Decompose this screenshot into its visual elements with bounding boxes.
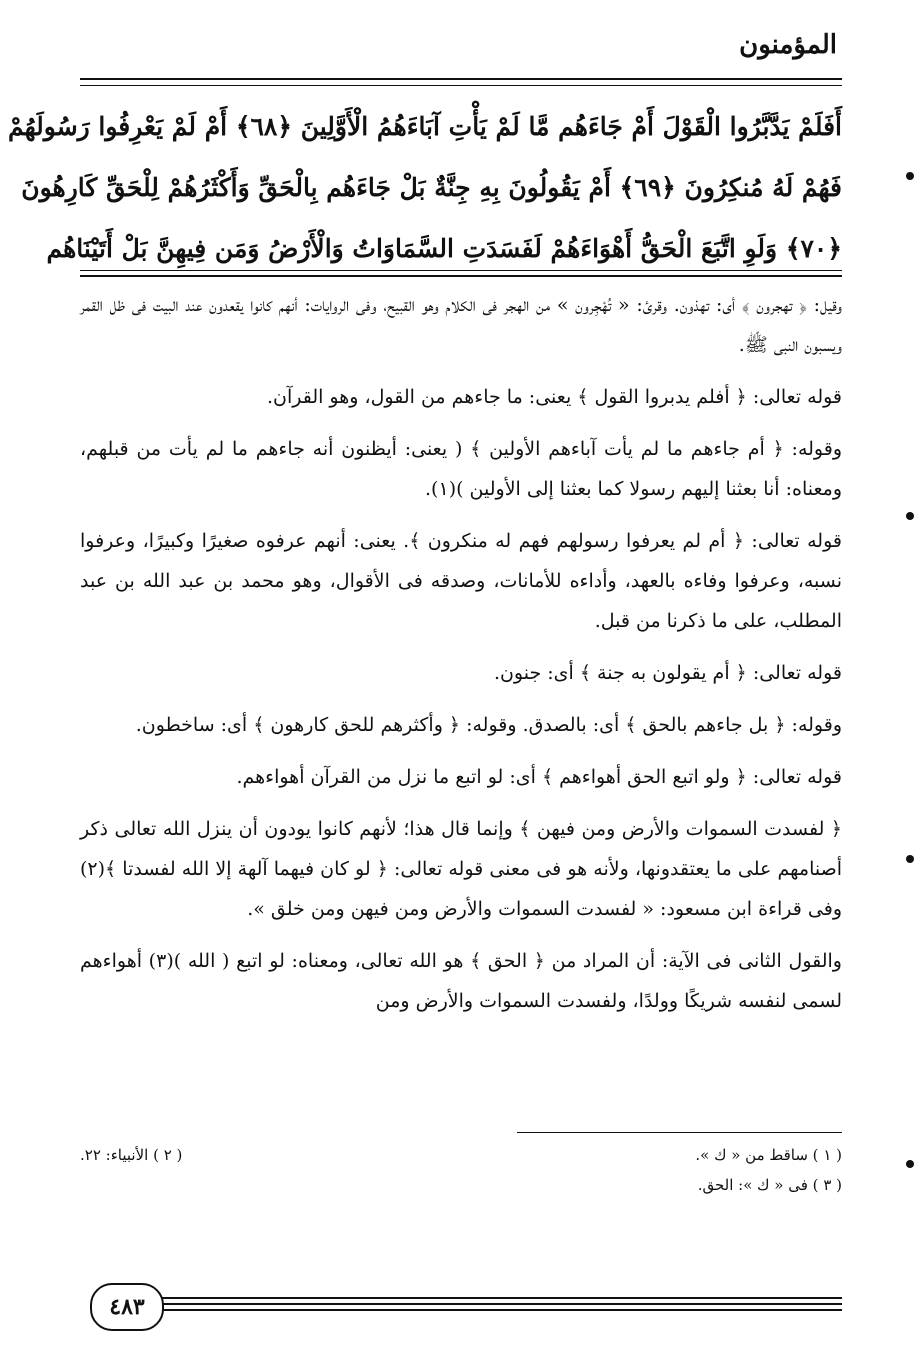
paragraph: وقوله: ﴿ بل جاءهم بالحق ﴾ أى: بالصدق. وقوله: ﴿ وأكثرهم للحق كارهون ﴾ أى: ساخطون. — [135, 714, 842, 736]
paragraph: وقيل: ﴿ تهجرون ﴾ أى: تهذون. وقرئ: « تُهْجِرون » من الهجر فى الكلام وهو القبيح، وفى الروايات: أنهم كانوا يقعدون عند البيت فى ظل القمر ويسبون النبى ﷺ. — [80, 294, 842, 356]
surah-title: المؤمنون — [739, 30, 837, 60]
page-number-badge — [90, 1283, 164, 1331]
footnote-separator — [517, 1132, 842, 1133]
footer-rule-3 — [160, 1309, 842, 1311]
margin-dot — [906, 1160, 914, 1168]
footnote-1: ( ١ ) ساقط من « ك ». — [695, 1146, 842, 1164]
paragraph: ﴿ لفسدت السموات والأرض ومن فيهن ﴾ وإنما قال هذا؛ لأنهم كانوا يودون أن ينزل الله تعالى ذكر أصنامهم على ما يعتقدونها، ولأنه هو فى معنى قوله تعالى: ﴿ لو كان فيهما آلهة إلا الله لفسدتا ﴾(٢) وفى قراءة ابن مسعود: « لفسدت السموات والأرض ومن فيهن ومن خلق ». — [80, 818, 842, 920]
footnote-3: ( ٣ ) فى « ك »: الحق. — [697, 1176, 842, 1194]
commentary-body — [80, 285, 842, 1033]
quran-line: أَفَلَمْ يَدَّبَّرُوا الْقَوْلَ أَمْ جَاءَهُم مَّا لَمْ يَأْتِ آبَاءَهُمُ الْأَوَّلِينَ ﴿٦٨﴾ أَمْ لَمْ يَعْرِفُوا رَسُولَهُمْ — [8, 112, 842, 141]
page-number: ٤٨٣ — [109, 1294, 145, 1320]
quran-line: فَهُمْ لَهُ مُنكِرُونَ ﴿٦٩﴾ أَمْ يَقُولُونَ بِهِ جِنَّةٌ بَلْ جَاءَهُم بِالْحَقِّ وَأَكْثَرُهُمْ لِلْحَقِّ كَارِهُونَ — [21, 173, 842, 202]
verses-rule-top — [80, 270, 842, 271]
footnote-2: ( ٢ ) الأنبياء: ٢٢. — [80, 1146, 183, 1164]
margin-dot — [906, 512, 914, 520]
margin-dot — [906, 172, 914, 180]
footer-rule-1 — [160, 1297, 842, 1299]
quran-verses-block — [8, 96, 842, 279]
paragraph: قوله تعالى: ﴿ أفلم يدبروا القول ﴾ يعنى: ما جاءهم من القول، وهو القرآن. — [266, 386, 842, 408]
quran-line: ﴿٧٠﴾ وَلَوِ اتَّبَعَ الْحَقُّ أَهْوَاءَهُمْ لَفَسَدَتِ السَّمَاوَاتُ وَالْأَرْضُ وَمَن فِيهِنَّ بَلْ أَتَيْنَاهُم — [46, 234, 842, 263]
header-rule-top — [80, 78, 842, 80]
paragraph: قوله تعالى: ﴿ أم يقولون به جنة ﴾ أى: جنون. — [493, 662, 842, 684]
verses-rule-bottom — [80, 275, 842, 277]
footnotes — [80, 1140, 842, 1200]
paragraph: قوله تعالى: ﴿ أم لم يعرفوا رسولهم فهم له منكرون ﴾. يعنى: أنهم عرفوه صغيرًا وكبيرًا، وعرفوا نسبه، وعرفوا وفاءه بالعهد، وأداءه للأمانات، وصدقه فى الأقوال، وهو محمد بن عبد الله بن عبد المطلب، على ما ذكرنا من قبل. — [80, 530, 842, 632]
margin-dot — [906, 855, 914, 863]
header-rule-bottom — [80, 85, 842, 86]
paragraph: وقوله: ﴿ أم جاءهم ما لم يأت آباءهم الأولين ﴾ ( يعنى: أيظنون أنه جاءهم ما لم يأت من قبلهم، ومعناه: أنا بعثنا إليهم رسولا كما بعثنا إلى الأولين )(١). — [80, 438, 842, 500]
footer-rule-2 — [160, 1303, 842, 1305]
paragraph: والقول الثانى فى الآية: أن المراد من ﴿ الحق ﴾ هو الله تعالى، ومعناه: لو اتبع ( الله )(٣) أهواءهم لسمى لنفسه شريكًا وولدًا، ولفسدت السموات والأرض ومن — [80, 950, 842, 1012]
paragraph: قوله تعالى: ﴿ ولو اتبع الحق أهواءهم ﴾ أى: لو اتبع ما نزل من القرآن أهواءهم. — [236, 766, 842, 788]
